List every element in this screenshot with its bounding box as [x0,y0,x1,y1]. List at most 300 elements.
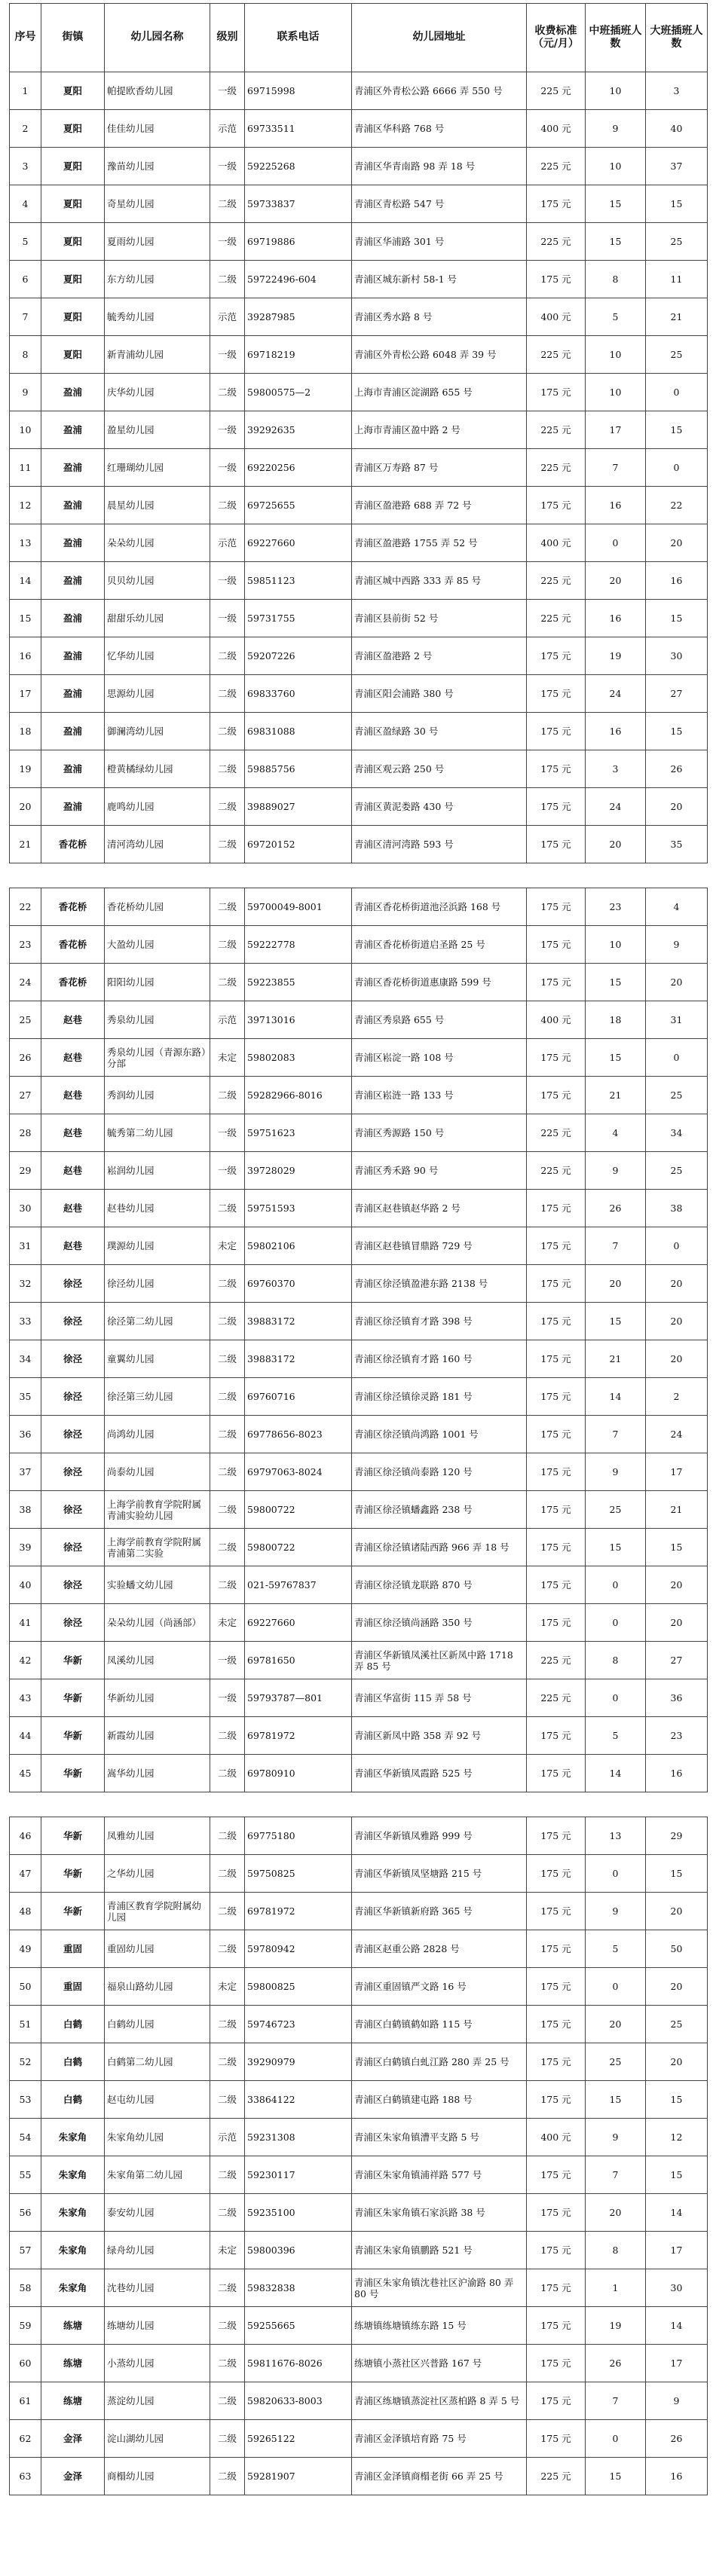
table-row [10,600,708,637]
cell-town: 夏阳 [41,261,105,298]
cell-seq: 13 [10,524,41,562]
cell-name: 淀山湖幼儿园 [105,2420,210,2458]
cell-mid: 10 [586,926,646,964]
cell-level: 二级 [210,374,245,411]
cell-level: 二级 [210,2458,245,2495]
table-row [10,1930,708,1968]
cell-phone: 69831088 [245,713,352,750]
table-row [10,2420,708,2458]
cell-name: 忆华幼儿园 [105,637,210,675]
cell-seq: 30 [10,1190,41,1227]
cell-big: 15 [646,1529,708,1566]
cell-mid: 21 [586,1340,646,1378]
cell-address: 青浦区徐泾镇育才路 398 号 [352,1303,527,1340]
cell-address: 青浦区徐泾镇尚涵路 350 号 [352,1604,527,1642]
cell-phone: 59223855 [245,964,352,1001]
cell-phone: 59793787—801 [245,1679,352,1717]
cell-town: 香花桥 [41,826,105,863]
cell-level: 二级 [210,964,245,1001]
cell-fee: 225 元 [527,223,586,261]
table-row [10,2458,708,2495]
cell-seq: 18 [10,713,41,750]
cell-seq: 53 [10,2081,41,2119]
cell-seq: 47 [10,1855,41,1893]
cell-name: 秀泉幼儿园 [105,1001,210,1039]
cell-phone: 69781650 [245,1642,352,1679]
cell-phone: 59851123 [245,562,352,600]
cell-mid: 24 [586,675,646,713]
table-row [10,1227,708,1265]
table-row [10,1893,708,1930]
cell-name: 盈星幼儿园 [105,411,210,449]
cell-fee: 175 元 [527,1968,586,2006]
cell-mid: 8 [586,261,646,298]
cell-name: 豫苗幼儿园 [105,148,210,185]
cell-fee: 175 元 [527,964,586,1001]
cell-address: 青浦区朱家角镇浦祥路 577 号 [352,2156,527,2194]
table-row [10,1679,708,1717]
cell-big: 23 [646,1717,708,1755]
cell-fee: 175 元 [527,1755,586,1792]
cell-town: 徐泾 [41,1529,105,1566]
cell-big: 16 [646,2458,708,2495]
table-row [10,2232,708,2269]
table-row [10,411,708,449]
cell-fee: 175 元 [527,2006,586,2043]
cell-big: 0 [646,449,708,487]
table-row [10,223,708,261]
cell-address: 练塘镇小蒸社区兴普路 167 号 [352,2345,527,2382]
cell-level: 一级 [210,148,245,185]
cell-town: 赵巷 [41,1039,105,1077]
cell-address: 青浦区徐泾镇龙联路 870 号 [352,1566,527,1604]
cell-big: 12 [646,2119,708,2156]
cell-seq: 33 [10,1303,41,1340]
cell-town: 盈浦 [41,600,105,637]
cell-level: 示范 [210,2119,245,2156]
cell-level: 一级 [210,449,245,487]
cell-fee: 175 元 [527,2081,586,2119]
cell-address: 青浦区赵巷镇冒鼎路 729 号 [352,1227,527,1265]
cell-level: 二级 [210,888,245,926]
cell-town: 盈浦 [41,487,105,524]
cell-seq: 36 [10,1416,41,1453]
table-row [10,298,708,336]
cell-town: 朱家角 [41,2194,105,2232]
cell-name: 毓秀第二幼儿园 [105,1114,210,1152]
page-break-gap [10,863,708,888]
cell-phone: 59802083 [245,1039,352,1077]
cell-big: 27 [646,675,708,713]
cell-name: 崧润幼儿园 [105,1152,210,1190]
cell-mid: 21 [586,1077,646,1114]
cell-big: 16 [646,1755,708,1792]
cell-mid: 15 [586,964,646,1001]
cell-seq: 9 [10,374,41,411]
cell-fee: 175 元 [527,2345,586,2382]
cell-seq: 48 [10,1893,41,1930]
cell-mid: 8 [586,1642,646,1679]
cell-big: 25 [646,223,708,261]
cell-address: 青浦区盈港路 2 号 [352,637,527,675]
cell-mid: 15 [586,185,646,223]
cell-phone: 69220256 [245,449,352,487]
cell-town: 盈浦 [41,788,105,826]
cell-big: 20 [646,1265,708,1303]
cell-address: 青浦区金泽镇商榻老街 66 弄 25 号 [352,2458,527,2495]
cell-name: 甜甜乐幼儿园 [105,600,210,637]
cell-seq: 29 [10,1152,41,1190]
table-row [10,562,708,600]
cell-address: 青浦区华富街 115 弄 58 号 [352,1679,527,1717]
cell-mid: 9 [586,2119,646,2156]
cell-name: 徐泾第二幼儿园 [105,1303,210,1340]
table-row [10,926,708,964]
cell-seq: 60 [10,2345,41,2382]
table-row [10,1416,708,1453]
cell-name: 佳佳幼儿园 [105,110,210,148]
header-town: 街镇 [41,4,105,72]
cell-mid: 20 [586,2194,646,2232]
cell-big: 14 [646,2307,708,2345]
cell-name: 青浦区教育学院附属幼儿园 [105,1893,210,1930]
cell-address: 青浦区香花桥街道惠康路 599 号 [352,964,527,1001]
cell-town: 徐泾 [41,1453,105,1491]
table-row [10,1817,708,1855]
cell-phone: 39883172 [245,1303,352,1340]
cell-fee: 400 元 [527,298,586,336]
table-row [10,2382,708,2420]
table-row [10,148,708,185]
table-row [10,788,708,826]
cell-fee: 400 元 [527,2119,586,2156]
header-mid: 中班插班人数 [586,4,646,72]
cell-phone: 59885756 [245,750,352,788]
table-row [10,2194,708,2232]
cell-mid: 14 [586,1755,646,1792]
cell-mid: 0 [586,1566,646,1604]
cell-address: 青浦区华浦路 301 号 [352,223,527,261]
cell-name: 徐泾幼儿园 [105,1265,210,1303]
cell-phone: 69227660 [245,524,352,562]
cell-fee: 175 元 [527,1227,586,1265]
cell-big: 21 [646,298,708,336]
cell-town: 朱家角 [41,2269,105,2307]
cell-fee: 175 元 [527,2194,586,2232]
cell-seq: 16 [10,637,41,675]
cell-phone: 69227660 [245,1604,352,1642]
cell-town: 徐泾 [41,1491,105,1529]
header-level: 级别 [210,4,245,72]
cell-level: 二级 [210,1717,245,1755]
cell-address: 青浦区徐泾镇尚泰路 120 号 [352,1453,527,1491]
cell-level: 一级 [210,72,245,110]
cell-mid: 14 [586,1378,646,1416]
cell-name: 御澜湾幼儿园 [105,713,210,750]
cell-mid: 16 [586,487,646,524]
cell-big: 35 [646,826,708,863]
cell-name: 尚鸿幼儿园 [105,1416,210,1453]
table-row [10,713,708,750]
cell-phone: 39728029 [245,1152,352,1190]
cell-town: 香花桥 [41,888,105,926]
cell-fee: 225 元 [527,336,586,374]
cell-address: 青浦区城中西路 333 弄 85 号 [352,562,527,600]
cell-big: 20 [646,788,708,826]
cell-address: 上海市青浦区盈中路 2 号 [352,411,527,449]
table-row [10,964,708,1001]
cell-phone: 59700049-8001 [245,888,352,926]
table-row [10,487,708,524]
table-row [10,110,708,148]
cell-level: 二级 [210,2156,245,2194]
cell-fee: 225 元 [527,449,586,487]
cell-name: 商榻幼儿园 [105,2458,210,2495]
cell-fee: 175 元 [527,1453,586,1491]
cell-town: 夏阳 [41,148,105,185]
cell-town: 夏阳 [41,336,105,374]
table-row [10,1604,708,1642]
cell-phone: 39290979 [245,2043,352,2081]
cell-phone: 59800825 [245,1968,352,2006]
cell-mid: 15 [586,223,646,261]
cell-seq: 17 [10,675,41,713]
cell-level: 二级 [210,2382,245,2420]
cell-name: 奇星幼儿园 [105,185,210,223]
cell-fee: 175 元 [527,1303,586,1340]
cell-seq: 20 [10,788,41,826]
cell-town: 白鹤 [41,2006,105,2043]
cell-big: 0 [646,1227,708,1265]
cell-mid: 20 [586,562,646,600]
cell-seq: 3 [10,148,41,185]
cell-mid: 26 [586,2345,646,2382]
cell-name: 秀泉幼儿园（青源东路）分部 [105,1039,210,1077]
cell-name: 白鹤幼儿园 [105,2006,210,2043]
cell-mid: 9 [586,110,646,148]
cell-seq: 59 [10,2307,41,2345]
cell-fee: 175 元 [527,261,586,298]
cell-level: 二级 [210,487,245,524]
cell-phone: 59780942 [245,1930,352,1968]
cell-big: 17 [646,1453,708,1491]
cell-phone: 59230117 [245,2156,352,2194]
cell-address: 青浦区秀泉路 655 号 [352,1001,527,1039]
cell-big: 15 [646,2156,708,2194]
cell-town: 赵巷 [41,1114,105,1152]
cell-seq: 34 [10,1340,41,1378]
cell-address: 青浦区徐泾镇蟠鑫路 238 号 [352,1491,527,1529]
cell-big: 38 [646,1190,708,1227]
cell-town: 徐泾 [41,1416,105,1453]
cell-fee: 175 元 [527,888,586,926]
gap-cell [10,863,708,888]
cell-phone: 59746723 [245,2006,352,2043]
cell-level: 一级 [210,1679,245,1717]
cell-name: 思源幼儿园 [105,675,210,713]
cell-big: 21 [646,1491,708,1529]
cell-phone: 69797063-8024 [245,1453,352,1491]
cell-fee: 225 元 [527,600,586,637]
cell-town: 夏阳 [41,72,105,110]
cell-address: 青浦区秀源路 150 号 [352,1114,527,1152]
cell-address: 青浦区华新镇凤霞路 525 号 [352,1755,527,1792]
cell-town: 华新 [41,1679,105,1717]
cell-fee: 400 元 [527,110,586,148]
cell-town: 香花桥 [41,926,105,964]
cell-big: 20 [646,1604,708,1642]
cell-name: 赵屯幼儿园 [105,2081,210,2119]
table-row [10,1529,708,1566]
cell-level: 二级 [210,2006,245,2043]
cell-big: 30 [646,637,708,675]
cell-address: 青浦区万寿路 87 号 [352,449,527,487]
cell-fee: 175 元 [527,1416,586,1453]
cell-mid: 1 [586,2269,646,2307]
cell-address: 青浦区朱家角镇鹏路 521 号 [352,2232,527,2269]
cell-town: 朱家角 [41,2232,105,2269]
cell-address: 青浦区朱家角镇石家浜路 38 号 [352,2194,527,2232]
cell-town: 夏阳 [41,223,105,261]
cell-phone: 69760716 [245,1378,352,1416]
cell-fee: 175 元 [527,1717,586,1755]
table-row [10,1453,708,1491]
cell-name: 尚泰幼儿园 [105,1453,210,1491]
cell-name: 凤溪幼儿园 [105,1642,210,1679]
cell-town: 夏阳 [41,185,105,223]
cell-phone: 59282966-8016 [245,1077,352,1114]
table-row [10,1039,708,1077]
cell-big: 24 [646,1416,708,1453]
cell-big: 36 [646,1679,708,1717]
cell-fee: 175 元 [527,675,586,713]
cell-name: 朵朵幼儿园（尚涵部） [105,1604,210,1642]
table-row [10,2307,708,2345]
cell-mid: 7 [586,2156,646,2194]
cell-level: 二级 [210,1340,245,1378]
cell-address: 青浦区盈港路 688 弄 72 号 [352,487,527,524]
cell-phone: 39713016 [245,1001,352,1039]
cell-address: 青浦区徐泾镇徐灵路 181 号 [352,1378,527,1416]
cell-phone: 59731755 [245,600,352,637]
cell-mid: 7 [586,449,646,487]
cell-phone: 59811676-8026 [245,2345,352,2382]
cell-town: 金泽 [41,2458,105,2495]
cell-level: 二级 [210,261,245,298]
cell-name: 重固幼儿园 [105,1930,210,1968]
cell-mid: 20 [586,2006,646,2043]
cell-mid: 20 [586,826,646,863]
cell-fee: 175 元 [527,1855,586,1893]
cell-phone: 59255665 [245,2307,352,2345]
table-row [10,826,708,863]
cell-phone: 69775180 [245,1817,352,1855]
cell-town: 香花桥 [41,964,105,1001]
cell-level: 二级 [210,1077,245,1114]
cell-seq: 44 [10,1717,41,1755]
cell-name: 徐泾第三幼儿园 [105,1378,210,1416]
cell-name: 大盈幼儿园 [105,926,210,964]
cell-name: 练塘幼儿园 [105,2307,210,2345]
cell-town: 盈浦 [41,637,105,675]
cell-name: 阳阳幼儿园 [105,964,210,1001]
table-body [10,72,708,2495]
cell-name: 上海学前教育学院附属青浦第二实验 [105,1529,210,1566]
cell-mid: 13 [586,1817,646,1855]
cell-address: 青浦区白鹤镇鹤如路 115 号 [352,2006,527,2043]
cell-level: 未定 [210,1039,245,1077]
cell-big: 0 [646,1039,708,1077]
cell-town: 白鹤 [41,2081,105,2119]
cell-mid: 15 [586,2458,646,2495]
cell-fee: 175 元 [527,1340,586,1378]
cell-big: 17 [646,2345,708,2382]
cell-level: 二级 [210,2194,245,2232]
cell-level: 二级 [210,1491,245,1529]
cell-big: 9 [646,2382,708,2420]
cell-phone: 69719886 [245,223,352,261]
cell-address: 青浦区秀禾路 90 号 [352,1152,527,1190]
cell-level: 二级 [210,1453,245,1491]
cell-level: 示范 [210,1001,245,1039]
cell-big: 37 [646,148,708,185]
cell-fee: 175 元 [527,1893,586,1930]
cell-address: 青浦区华科路 768 号 [352,110,527,148]
cell-big: 20 [646,2043,708,2081]
cell-address: 青浦区香花桥街道池泾浜路 168 号 [352,888,527,926]
cell-fee: 225 元 [527,1679,586,1717]
cell-town: 金泽 [41,2420,105,2458]
table-row [10,1378,708,1416]
cell-seq: 4 [10,185,41,223]
cell-big: 40 [646,110,708,148]
cell-name: 新霞幼儿园 [105,1717,210,1755]
cell-level: 二级 [210,637,245,675]
cell-address: 青浦区徐泾镇尚鸿路 1001 号 [352,1416,527,1453]
cell-address: 练塘镇练塘镇练东路 15 号 [352,2307,527,2345]
cell-seq: 39 [10,1529,41,1566]
cell-name: 童翼幼儿园 [105,1340,210,1378]
cell-seq: 24 [10,964,41,1001]
cell-address: 青浦区朱家角镇漕平支路 5 号 [352,2119,527,2156]
cell-phone: 59820633-8003 [245,2382,352,2420]
table-row [10,1340,708,1378]
page-break-gap [10,1792,708,1817]
cell-level: 二级 [210,1378,245,1416]
cell-level: 一级 [210,1642,245,1679]
cell-seq: 35 [10,1378,41,1416]
cell-mid: 0 [586,1968,646,2006]
cell-level: 未定 [210,1968,245,2006]
cell-mid: 9 [586,1152,646,1190]
cell-seq: 45 [10,1755,41,1792]
cell-name: 凤雅幼儿园 [105,1817,210,1855]
cell-town: 练塘 [41,2307,105,2345]
cell-address: 青浦区华新镇新府路 365 号 [352,1893,527,1930]
cell-name: 晨星幼儿园 [105,487,210,524]
cell-phone: 59222778 [245,926,352,964]
cell-town: 夏阳 [41,110,105,148]
cell-name: 庆华幼儿园 [105,374,210,411]
cell-seq: 31 [10,1227,41,1265]
cell-town: 徐泾 [41,1604,105,1642]
cell-town: 朱家角 [41,2156,105,2194]
cell-address: 青浦区华新镇凤雅路 999 号 [352,1817,527,1855]
header-phone: 联系电话 [245,4,352,72]
table-row [10,2156,708,2194]
cell-big: 20 [646,964,708,1001]
cell-big: 34 [646,1114,708,1152]
